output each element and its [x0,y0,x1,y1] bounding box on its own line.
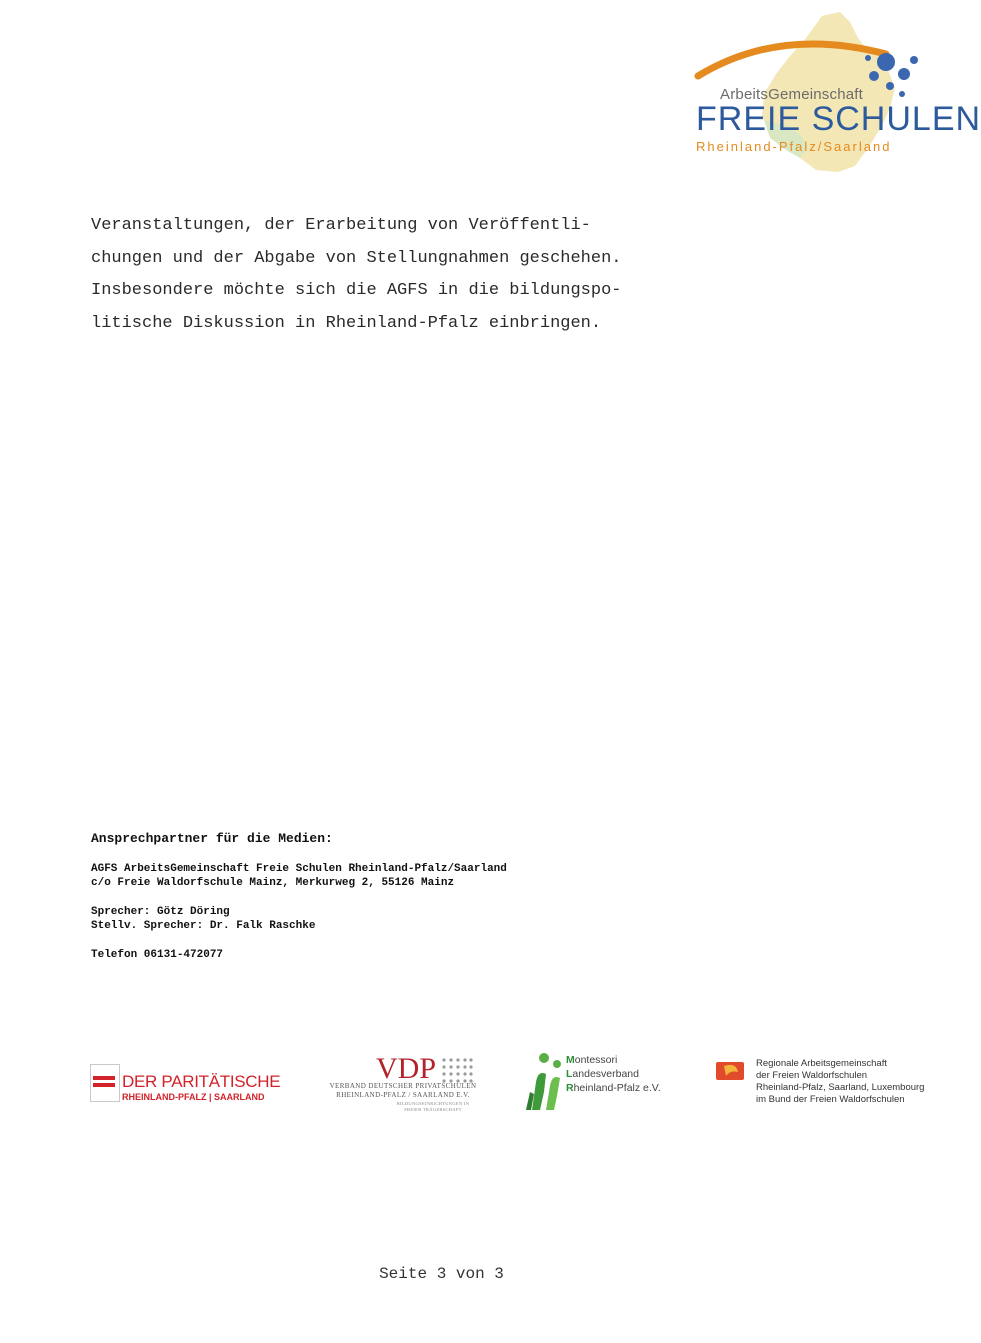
contact-org: AGFS ArbeitsGemeinschaft Freie Schulen Rheinland-Pfalz/Saarland [91,862,507,875]
vdp-line2: RHEINLAND-PFALZ / SAARLAND E.V. [336,1091,470,1099]
vdp-line3: BILDUNGSEINRICHTUNGEN IN [396,1101,470,1106]
contact-address: c/o Freie Waldorfschule Mainz, Merkurweg 2, 55126 Mainz [91,877,455,889]
waldorf-line2: der Freien Waldorfschulen [756,1070,868,1081]
waldorf-line1: Regionale Arbeitsgemeinschaft [756,1058,887,1069]
waldorf-line3: Rheinland-Pfalz, Saarland, Luxembourg [756,1082,925,1093]
waldorf-logo [716,1056,925,1116]
vdp-abbr: VDP [376,1052,437,1085]
montessori-figures-icon [524,1052,566,1114]
partner-logos [88,1052,925,1122]
body-line: litische Diskussion in Rheinland-Pfalz einbringen. [91,313,602,333]
paritaetische-region: RHEINLAND-PFALZ | SAARLAND [122,1092,265,1102]
body-line: chungen und der Abgabe von Stellungnahmen geschehen. [91,248,622,268]
montessori-line3: Rheinland-Pfalz e.V. [566,1082,661,1094]
montessori-line1: Montessori [566,1054,618,1066]
vdp-line1: VERBAND DEUTSCHER PRIVATSCHULEN [329,1082,477,1090]
logo-line3: Rheinland-Pfalz/Saarland [696,139,892,154]
paritaetische-name: DER PARITÄTISCHE [122,1072,281,1091]
contact-speaker: Sprecher: Götz Döring [91,905,230,918]
logo-line2: FREIE SCHULEN [696,100,981,138]
logo-line1: ArbeitsGemeinschaft [720,86,864,103]
contact-deputy: Stellv. Sprecher: Dr. Falk Raschke [91,920,316,932]
waldorf-mark-icon [716,1060,746,1082]
contact-phone: Telefon 06131-472077 [91,948,224,961]
body-line: Insbesondere möchte sich die AGFS in die bildungspo- [91,281,622,300]
page-number: Seite 3 von 3 [379,1265,504,1283]
media-contact [91,832,507,962]
body-line: Veranstaltungen, der Erarbeitung von Veröffentli- [91,216,591,235]
montessori-logo [524,1052,674,1116]
montessori-line2: Landesverband [566,1068,639,1080]
vdp-line4: FREIER TRÄGERSCHAFT [404,1107,462,1112]
paritaetische-logo [90,1064,281,1104]
agfs-logo [690,8,981,178]
body-paragraph [91,210,791,340]
waldorf-line4: im Bund der Freien Waldorfschulen [756,1094,905,1105]
contact-heading: Ansprechpartner für die Medien: [91,831,333,846]
vdp-logo [328,1052,478,1114]
